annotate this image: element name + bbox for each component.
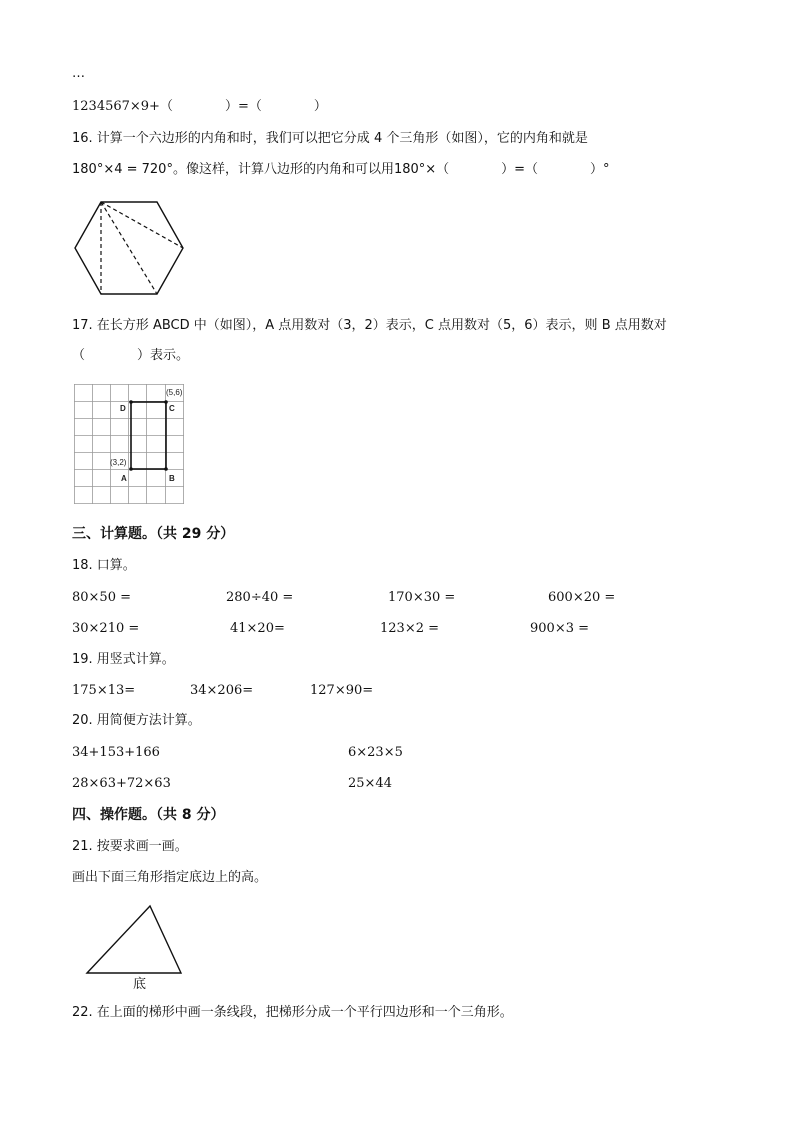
triangle-figure [84,904,184,990]
label-c-coord: (5,6) [166,388,183,397]
label-d: D [120,404,126,413]
point-c [164,400,168,404]
oral-item: 170×30 = [388,590,456,605]
section-4-title: 四、操作题。（共 8 分） [72,807,225,823]
hexagon-figure [70,198,190,298]
triangle-base-label: 底 [133,977,147,992]
label-c: C [169,404,175,413]
simplify-item: 25×44 [348,776,392,791]
point-a [129,467,133,471]
q16-line1: 16. 计算一个六边形的内角和时，我们可以把它分成 4 个三角形（如图），它的内角和就是 [72,131,588,146]
point-d [129,400,133,404]
oral-item: 30×210 = [72,621,140,636]
point-b [164,467,168,471]
simplify-item: 28×63+72×63 [72,776,171,791]
coordinate-grid-figure [74,384,186,506]
q19-title: 19. 用竖式计算。 [72,652,175,667]
q21-subtitle: 画出下面三角形指定底边上的高。 [72,870,268,885]
oral-item: 900×3 = [530,621,590,636]
q18-title: 18. 口算。 [72,558,136,573]
q20-title: 20. 用简便方法计算。 [72,713,201,728]
ellipsis: … [72,66,85,81]
vertical-item: 34×206= [190,683,254,698]
triangle-outline [87,906,181,973]
q16-line2: 180°×4 = 720°。像这样，计算八边形的内角和可以用180°×（ ）=（ ）° [72,162,610,177]
oral-item: 280÷40 = [226,590,294,605]
oral-item: 123×2 = [380,621,440,636]
hexagon-outline [75,202,183,294]
q21-title: 21. 按要求画一画。 [72,839,188,854]
vertical-item: 175×13= [72,683,136,698]
oral-item: 41×20= [230,621,285,636]
oral-item: 600×20 = [548,590,616,605]
vertical-item: 127×90= [310,683,374,698]
q15-tail: 1234567×9+（ ）=（ ） [72,99,327,114]
label-a-coord: (3,2) [110,458,127,467]
q22-title: 22. 在上面的梯形中画一条线段，把梯形分成一个平行四边形和一个三角形。 [72,1005,513,1020]
oral-item: 80×50 = [72,590,132,605]
hexagon-diagonal [101,202,157,294]
simplify-item: 6×23×5 [348,745,403,760]
label-a: A [121,474,127,483]
simplify-item: 34+153+166 [72,745,160,760]
q17-line2: （ ）表示。 [72,348,190,363]
q17-line1: 17. 在长方形 ABCD 中（如图），A 点用数对（3，2）表示，C 点用数对（5，6）表示，则 B 点用数对 [72,318,667,333]
label-b: B [169,474,175,483]
section-3-title: 三、计算题。（共 29 分） [72,526,235,542]
